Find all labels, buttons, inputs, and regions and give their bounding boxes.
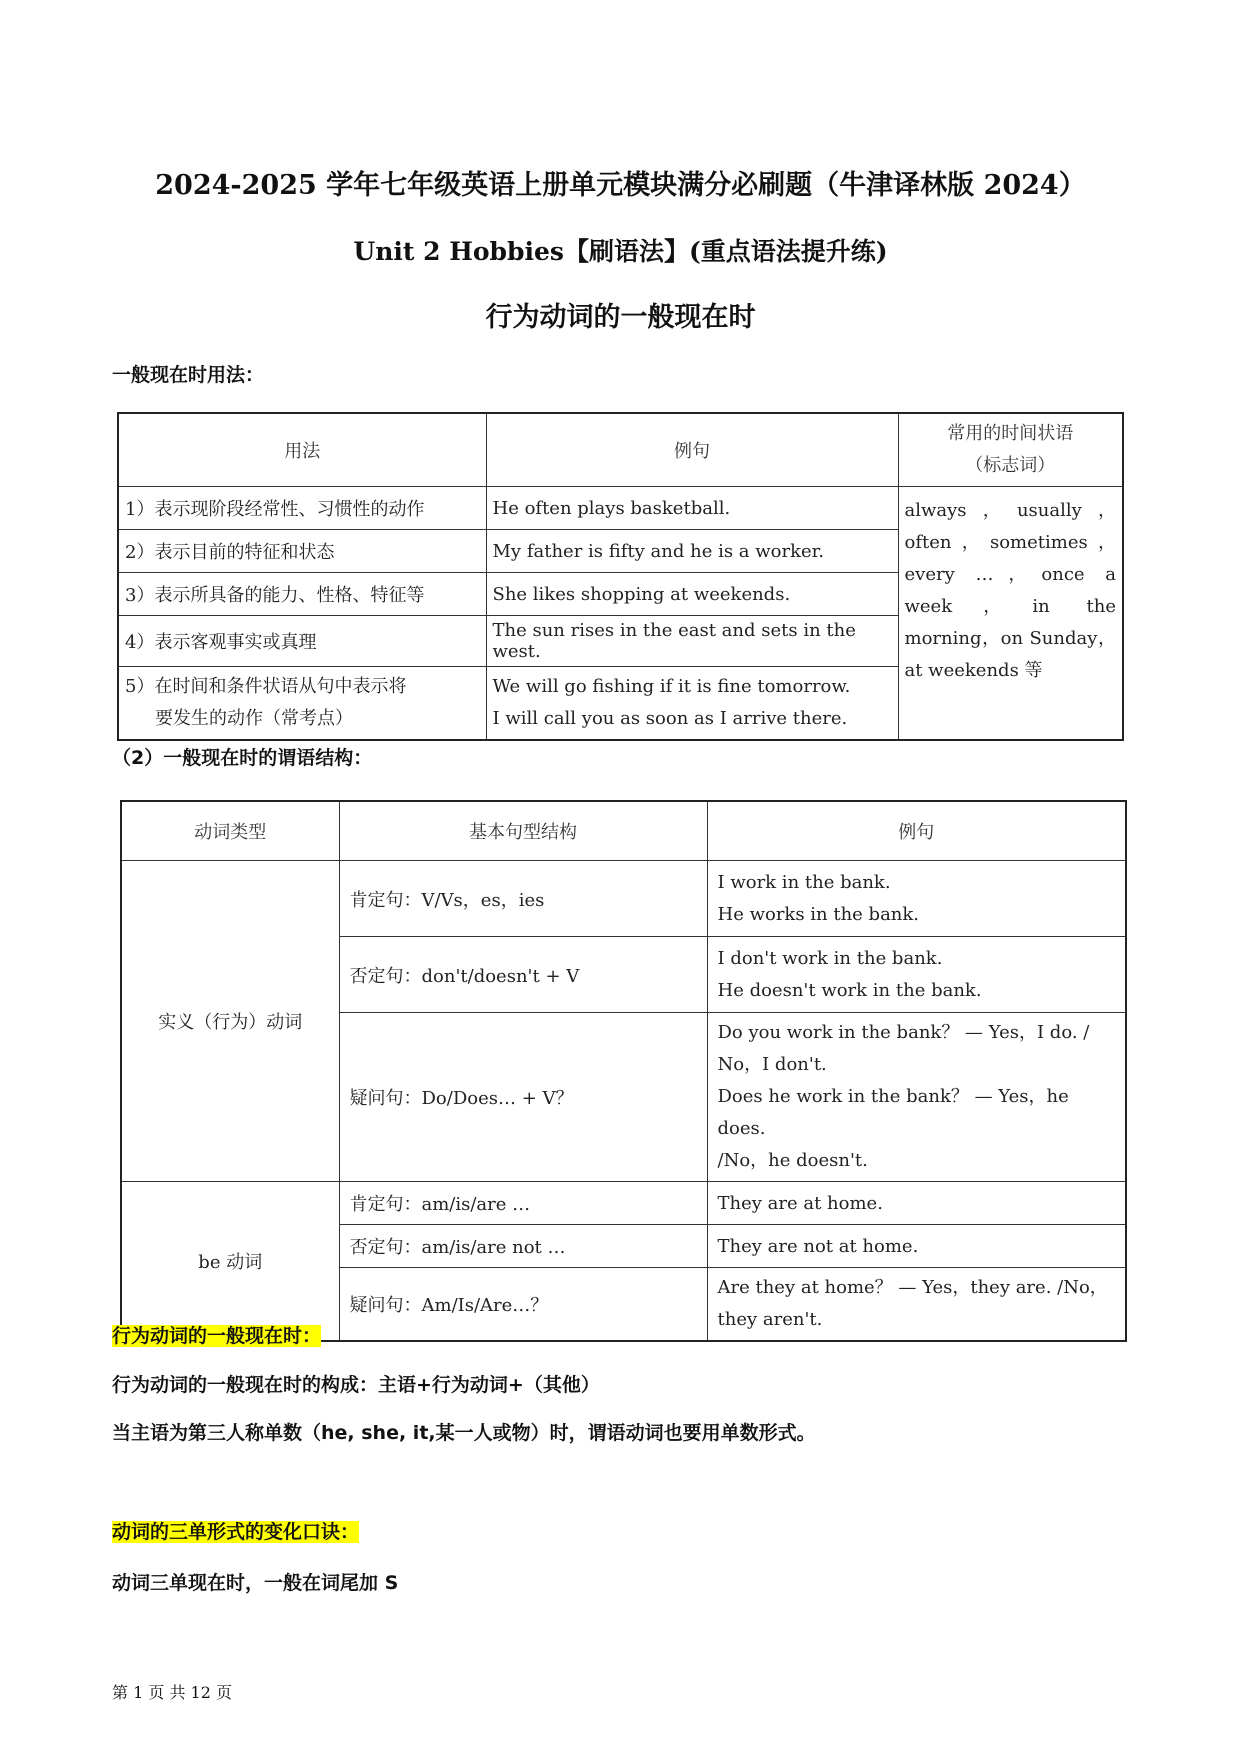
adverbial-cell: always，usually，often，sometimes， every …，once a week，in the morning，on Sunday，at weekends 等: [898, 487, 1123, 741]
example-cell: [486, 667, 898, 741]
structure-table-header: [121, 801, 1126, 861]
header-usage: 用法: [118, 413, 486, 487]
usage-cell: 4）表示客观事实或真理: [118, 616, 486, 667]
section4-heading: [112, 1517, 359, 1544]
topic-heading: 行为动词的一般现在时: [485, 302, 756, 333]
section2-heading: （2）一般现在时的谓语结构：: [112, 747, 373, 769]
structure-cell: 否定句：am/is/are not …: [339, 1225, 707, 1268]
example-cell: [707, 1013, 1126, 1182]
highlighted-heading: 行为动词的一般现在时：: [112, 1325, 322, 1347]
example-cell: [707, 937, 1126, 1013]
document-title: 2024-2025 学年七年级英语上册单元模块满分必刷题（牛津译林版 2024）: [155, 170, 1086, 201]
structure-table: [120, 800, 1127, 1342]
example-line: Does he work in the bank？ — Yes，he does.: [717, 1086, 1069, 1139]
header-structure: 基本句型结构: [339, 801, 707, 861]
highlighted-heading: 动词的三单形式的变化口诀：: [112, 1521, 360, 1543]
example-line: /No，he doesn't.: [717, 1150, 868, 1171]
header-adverbial: [898, 413, 1123, 487]
example-line: I will call you as soon as I arrive there.: [492, 708, 848, 729]
section4-line1: 动词三单现在时，一般在词尾加 S: [112, 1572, 399, 1594]
structure-cell: 肯定句：am/is/are …: [339, 1182, 707, 1225]
section3-heading: [112, 1321, 321, 1348]
example-cell: My father is fifty and he is a worker.: [486, 530, 898, 573]
section1-heading: 一般现在时用法：: [112, 364, 265, 386]
section3-line1: 行为动词的一般现在时的构成：主语+行为动词+（其他）: [112, 1374, 600, 1396]
header-example: 例句: [707, 801, 1126, 861]
usage-line1: 5）在时间和条件状语从句中表示将: [125, 676, 407, 697]
example-cell: They are at home.: [707, 1182, 1126, 1225]
example-line: We will go fishing if it is fine tomorrow.: [492, 676, 851, 697]
example-line: Do you work in the bank？ — Yes，I do. /: [717, 1022, 1090, 1043]
usage-cell: 1）表示现阶段经常性、习惯性的动作: [118, 487, 486, 530]
page-footer: 第 1 页 共 12 页: [112, 1683, 232, 1702]
structure-cell: 疑问句：Am/Is/Are…？: [339, 1268, 707, 1342]
usage-cell: [118, 667, 486, 741]
structure-cell: 否定句：don't/doesn't + V: [339, 937, 707, 1013]
table-row: [121, 861, 1126, 937]
example-line: they aren't.: [717, 1309, 823, 1330]
usage-cell: 2）表示目前的特征和状态: [118, 530, 486, 573]
example-cell: She likes shopping at weekends.: [486, 573, 898, 616]
unit-subtitle: Unit 2 Hobbies【刷语法】(重点语法提升练): [353, 237, 888, 266]
example-line: I don't work in the bank.: [717, 947, 943, 969]
example-line: He works in the bank.: [717, 903, 920, 925]
header-adverbial-line2: （标志词）: [965, 455, 1056, 476]
usage-table-header: [118, 413, 1123, 487]
example-line: Are they at home？ — Yes，they are. /No，: [717, 1277, 1108, 1298]
example-cell: He often plays basketball.: [486, 487, 898, 530]
table-row: [118, 487, 1123, 530]
usage-cell: 3）表示所具备的能力、性格、特征等: [118, 573, 486, 616]
usage-table: [117, 412, 1124, 741]
example-line: He doesn't work in the bank.: [717, 979, 982, 1001]
structure-cell: 疑问句：Do/Does… + V？: [339, 1013, 707, 1182]
example-cell: [707, 1268, 1126, 1342]
header-example: 例句: [486, 413, 898, 487]
example-cell: The sun rises in the east and sets in the west.: [486, 616, 898, 667]
table-row: [121, 1182, 1126, 1225]
example-cell: They are not at home.: [707, 1225, 1126, 1268]
example-cell: [707, 861, 1126, 937]
header-verb-type: 动词类型: [121, 801, 339, 861]
example-line: No，I don't.: [717, 1054, 827, 1075]
example-line: I work in the bank.: [717, 871, 891, 893]
verb-type-cell: be 动词: [121, 1182, 339, 1342]
verb-type-cell: 实义（行为）动词: [121, 861, 339, 1182]
header-adverbial-line1: 常用的时间状语: [947, 423, 1074, 444]
structure-cell: 肯定句：V/Vs，es，ies: [339, 861, 707, 937]
section3-line2: 当主语为第三人称单数（he, she, it,某一人或物）时，谓语动词也要用单数形式。: [112, 1422, 816, 1444]
usage-line2: 要发生的动作（常考点）: [155, 708, 353, 729]
